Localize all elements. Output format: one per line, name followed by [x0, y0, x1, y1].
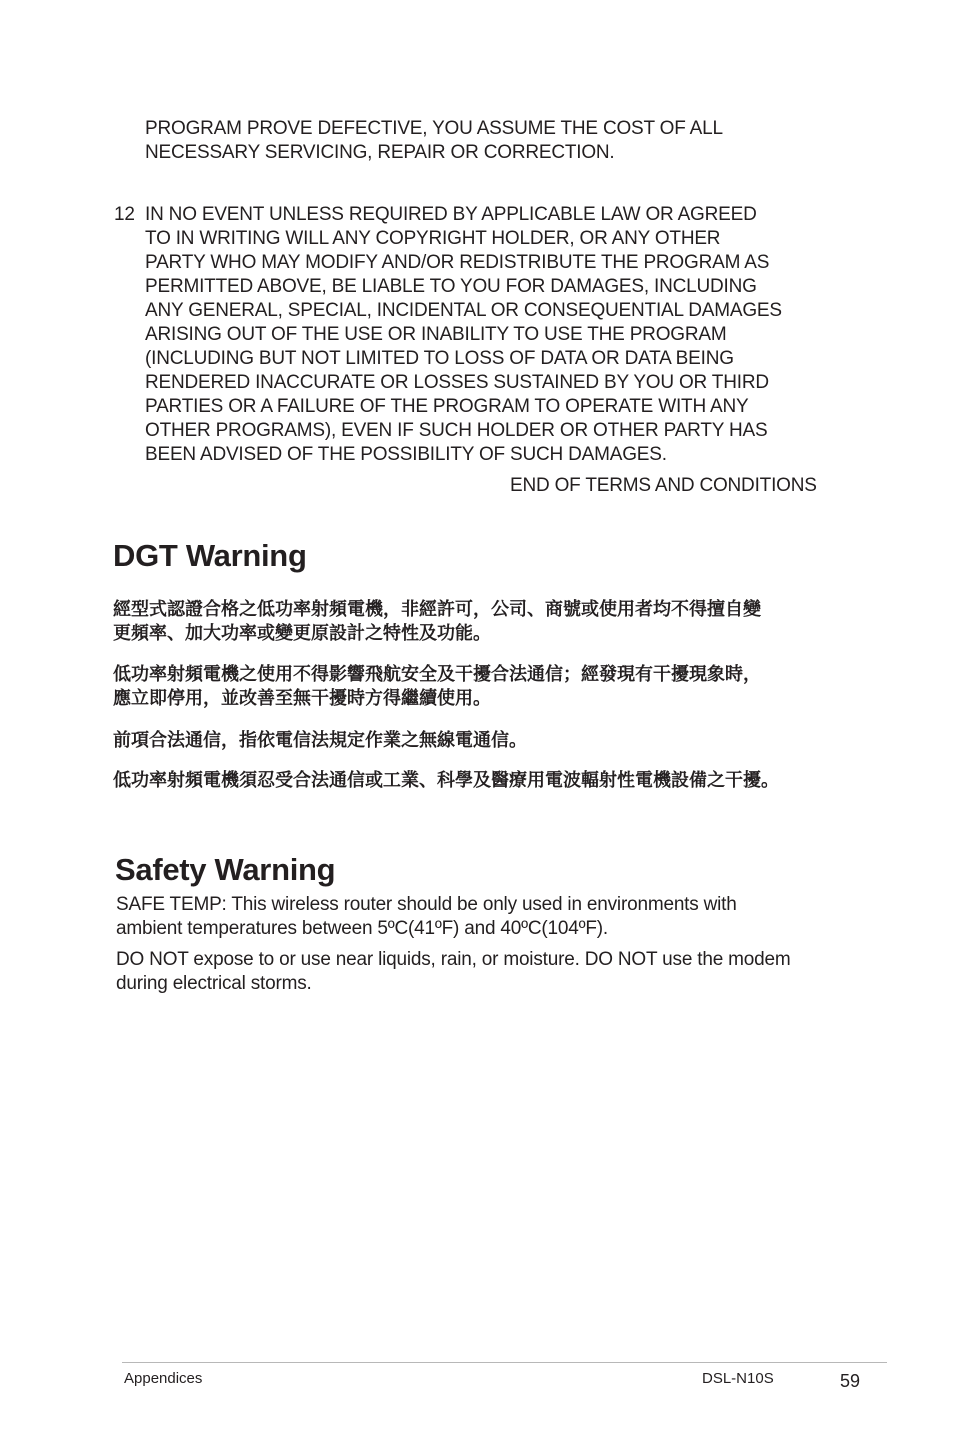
text-line: PROGRAM PROVE DEFECTIVE, YOU ASSUME THE COST OF ALL — [145, 118, 723, 139]
text-line: NECESSARY SERVICING, REPAIR OR CORRECTION. — [145, 142, 615, 163]
text-line: TO IN WRITING WILL ANY COPYRIGHT HOLDER, OR ANY OTHER — [145, 228, 721, 249]
text-line: BEEN ADVISED OF THE POSSIBILITY OF SUCH DAMAGES. — [145, 444, 667, 465]
text-line: PARTY WHO MAY MODIFY AND/OR REDISTRIBUTE THE PROGRAM AS — [145, 252, 770, 273]
item-text — [145, 203, 782, 467]
dgt-paragraph — [113, 663, 761, 711]
text-line: 經型式認證合格之低功率射頻電機，非經許可，公司、商號或使用者均不得擅自變 — [113, 599, 761, 620]
text-line: DO NOT expose to or use near liquids, rain, or moisture. DO NOT use the modem — [116, 949, 791, 970]
footer-divider — [122, 1362, 887, 1363]
dgt-paragraph — [113, 729, 527, 753]
dgt-paragraph — [113, 598, 761, 646]
text-line: 應立即停用，並改善至無干擾時方得繼續使用。 — [113, 688, 491, 709]
safety-paragraph — [116, 893, 737, 941]
text-line: ANY GENERAL, SPECIAL, INCIDENTAL OR CONSEQUENTIAL DAMAGES — [145, 300, 782, 321]
page-number: 59 — [840, 1371, 861, 1391]
text-line: (INCLUDING BUT NOT LIMITED TO LOSS OF DATA OR DATA BEING — [145, 348, 734, 369]
text-line: 低功率射頻電機須忍受合法通信或工業、科學及醫療用電波輻射性電機設備之干擾。 — [113, 770, 779, 791]
safety-warning-heading: Safety Warning — [115, 852, 336, 887]
end-of-terms-text: END OF TERMS AND CONDITIONS — [510, 475, 817, 496]
text-line: IN NO EVENT UNLESS REQUIRED BY APPLICABLE LAW OR AGREED — [145, 204, 757, 225]
text-line: ambient temperatures between 5ºC(41ºF) and 40ºC(104ºF). — [116, 918, 608, 939]
item-number: 12 — [114, 204, 135, 225]
text-line: 更頻率、加大功率或變更原設計之特性及功能。 — [113, 623, 491, 644]
text-line: ARISING OUT OF THE USE OR INABILITY TO USE THE PROGRAM — [145, 324, 727, 345]
text-line: OTHER PROGRAMS), EVEN IF SUCH HOLDER OR OTHER PARTY HAS — [145, 420, 768, 441]
text-line: during electrical storms. — [116, 973, 312, 994]
text-line: RENDERED INACCURATE OR LOSSES SUSTAINED BY YOU OR THIRD — [145, 372, 769, 393]
text-line: 前項合法通信，指依電信法規定作業之無線電通信。 — [113, 730, 527, 751]
text-line: PARTIES OR A FAILURE OF THE PROGRAM TO OPERATE WITH ANY — [145, 396, 749, 417]
footer-section-label: Appendices — [124, 1370, 203, 1387]
footer-model-name: DSL-N10S — [702, 1370, 774, 1387]
text-line: PERMITTED ABOVE, BE LIABLE TO YOU FOR DAMAGES, INCLUDING — [145, 276, 757, 297]
license-continued-paragraph — [145, 117, 723, 165]
dgt-paragraph — [113, 769, 779, 793]
text-line: SAFE TEMP: This wireless router should be only used in environments with — [116, 894, 737, 915]
dgt-warning-heading: DGT Warning — [113, 538, 307, 573]
safety-paragraph — [116, 948, 791, 996]
text-line: 低功率射頻電機之使用不得影響飛航安全及干擾合法通信；經發現有干擾現象時， — [113, 664, 761, 685]
